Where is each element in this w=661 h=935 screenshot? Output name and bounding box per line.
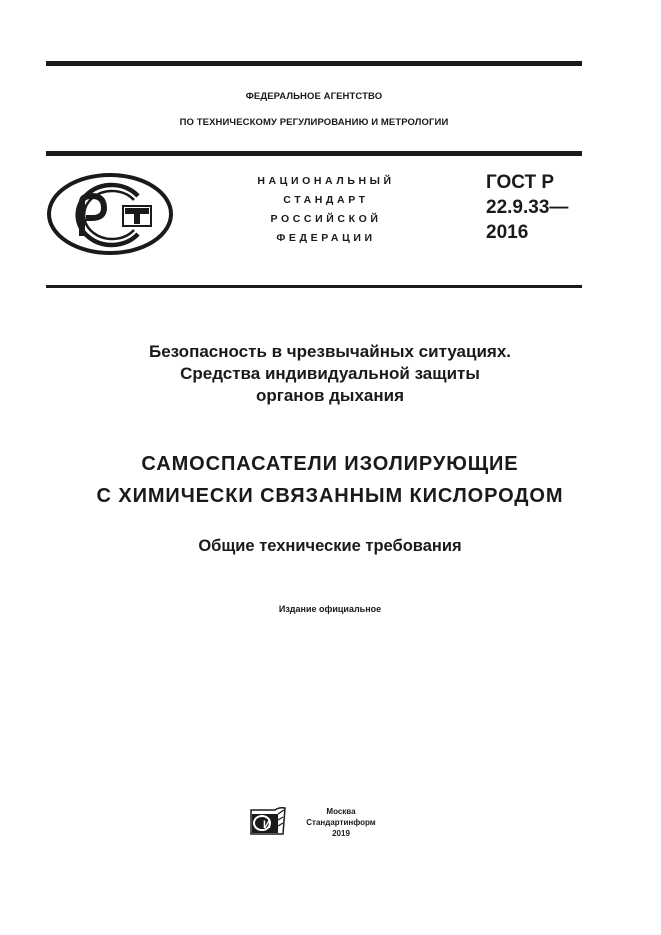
rst-logo-icon: [46, 172, 174, 256]
main-title-line-2: С ХИМИЧЕСКИ СВЯЗАННЫМ КИСЛОРОДОМ: [96, 485, 564, 507]
middle-rule: [46, 151, 582, 156]
subtitle-line-2: Средства индивидуальной защиты: [180, 364, 480, 383]
national-line-4: ФЕДЕРАЦИИ: [276, 232, 376, 244]
top-rule: [46, 61, 582, 66]
bottom-rule: [46, 285, 582, 288]
national-line-2: СТАНДАРТ: [283, 194, 369, 206]
document-title: [40, 448, 620, 512]
gost-line-3: 2016: [486, 222, 529, 243]
official-edition-label: Издание официальное: [278, 604, 382, 614]
standartinform-logo-icon: [249, 806, 287, 836]
subtitle-line-3: органов дыхания: [256, 386, 404, 405]
publisher-info: [296, 806, 386, 839]
svg-text:И: И: [263, 819, 271, 831]
agency-name-line-2: ПО ТЕХНИЧЕСКОМУ РЕГУЛИРОВАНИЮ И МЕТРОЛОГИИ: [179, 117, 449, 128]
general-requirements-heading: Общие технические требования: [198, 537, 462, 555]
gost-designation: [486, 170, 568, 245]
subtitle-line-1: Безопасность в чрезвычайных ситуациях.: [148, 342, 512, 361]
publication-year: 2019: [332, 829, 350, 838]
publisher-city: Москва: [326, 807, 356, 816]
agency-name-line-1: ФЕДЕРАЛЬНОЕ АГЕНТСТВО: [245, 91, 383, 102]
main-title-line-1: САМОСПАСАТЕЛИ ИЗОЛИРУЮЩИЕ: [141, 453, 519, 475]
gost-line-1: ГОСТ Р: [486, 172, 555, 193]
publisher-name: Стандартинформ: [306, 818, 376, 827]
national-line-1: НАЦИОНАЛЬНЫЙ: [257, 175, 395, 187]
national-standard-label: [236, 172, 416, 248]
document-subtitle: [46, 341, 614, 407]
national-line-3: РОССИЙСКОЙ: [270, 213, 382, 225]
gost-line-2: 22.9.33—: [486, 197, 569, 218]
